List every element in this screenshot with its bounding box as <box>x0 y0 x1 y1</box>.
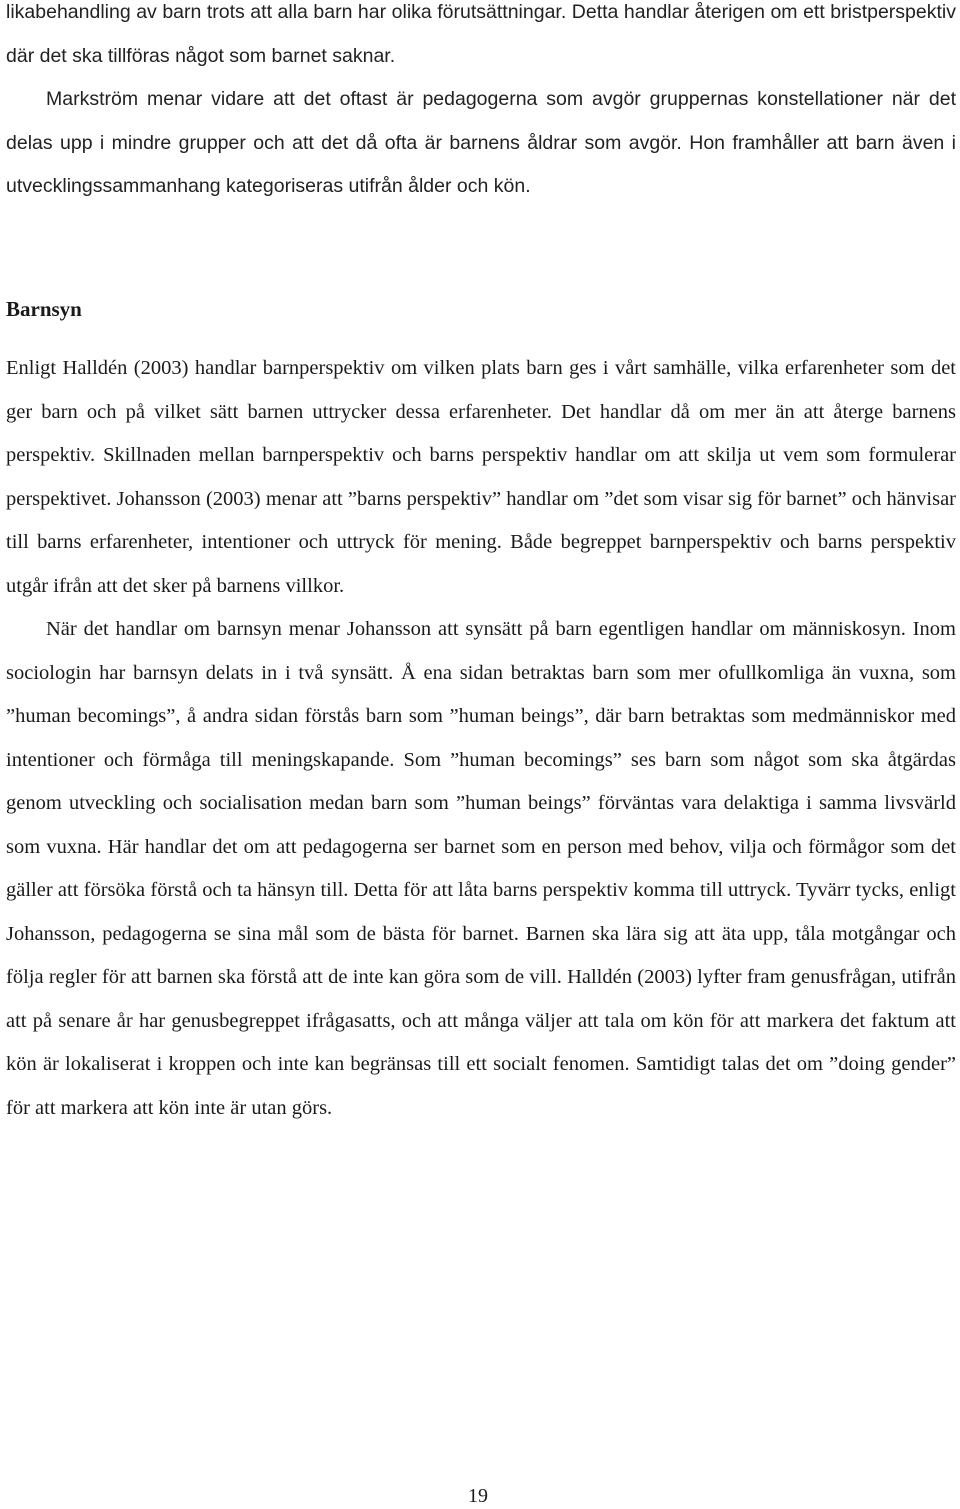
intro-block <box>6 0 956 209</box>
section-heading: Barnsyn <box>6 297 82 321</box>
page-number: 19 <box>468 1485 488 1507</box>
body-paragraph-1: Enligt Halldén (2003) handlar barnperspektiv om vilken plats barn ges i vårt samhälle, vilka erfarenheter som det ger barn och på vilket sätt barnen uttrycker dessa erfarenheter. Det handlar då om mer än att återge barnens perspektiv. Skillnaden mellan barnperspektiv och barns perspektiv handlar om att skilja ut vem som formulerar perspektivet. Johansson (2003) menar att ”barns perspektiv” handlar om ”det som visar sig för barnet” och hänvisar till barns erfarenheter, intentioner och uttryck för mening. Både begreppet barnperspektiv och barns perspektiv utgår ifrån att det sker på barnens villkor. <box>6 357 956 597</box>
intro-paragraph-2: Markström menar vidare att det oftast är pedagogerna som avgör gruppernas konstellationer när det delas upp i mindre grupper och att det då ofta är barnens åldrar som avgör. Hon framhåller att barn även i utvecklingssammanhang kategoriseras utifrån ålder och kön. <box>6 88 956 197</box>
body-paragraph-2: När det handlar om barnsyn menar Johansson att synsätt på barn egentligen handlar om människosyn. Inom sociologin har barnsyn delats in i två synsätt. Å ena sidan betraktas barn som mer ofullkomliga än vuxna, som ”human becomings”, å andra sidan förstås barn som ”human beings”, där barn betraktas som medmänniskor med intentioner och förmåga till meningskapande. Som ”human becomings” ses barn som något som ska åtgärdas genom utveckling och socialisation medan barn som ”human beings” förväntas vara delaktiga i samma livsvärld som vuxna. Här handlar det om att pedagogerna ser barnet som en person med behov, vilja och förmågor som det gäller att försöka förstå och ta hänsyn till. Detta för att låta barns perspektiv komma till uttryck. Tyvärr tycks, enligt Johansson, pedagogerna se sina mål som de bästa för barnet. Barnen ska lära sig att äta upp, tåla motgångar och följa regler för att barnen ska förstå att de inte kan göra som de vill. Halldén (2003) lyfter fram genusfrågan, utifrån att på senare år har genusbegreppet ifrågasatts, och att många väljer att tala om kön för att markera det faktum att kön är lokaliserat i kroppen och inte kan begränsas till ett socialt fenomen. Samtidigt talas det om ”doing gender” för att markera att kön inte är utan görs. <box>6 618 956 1119</box>
section-body <box>6 347 956 1130</box>
intro-paragraph-1: likabehandling av barn trots att alla barn har olika förutsättningar. Detta handlar återigen om ett bristperspektiv där det ska tillföras något som barnet saknar. <box>6 1 956 67</box>
